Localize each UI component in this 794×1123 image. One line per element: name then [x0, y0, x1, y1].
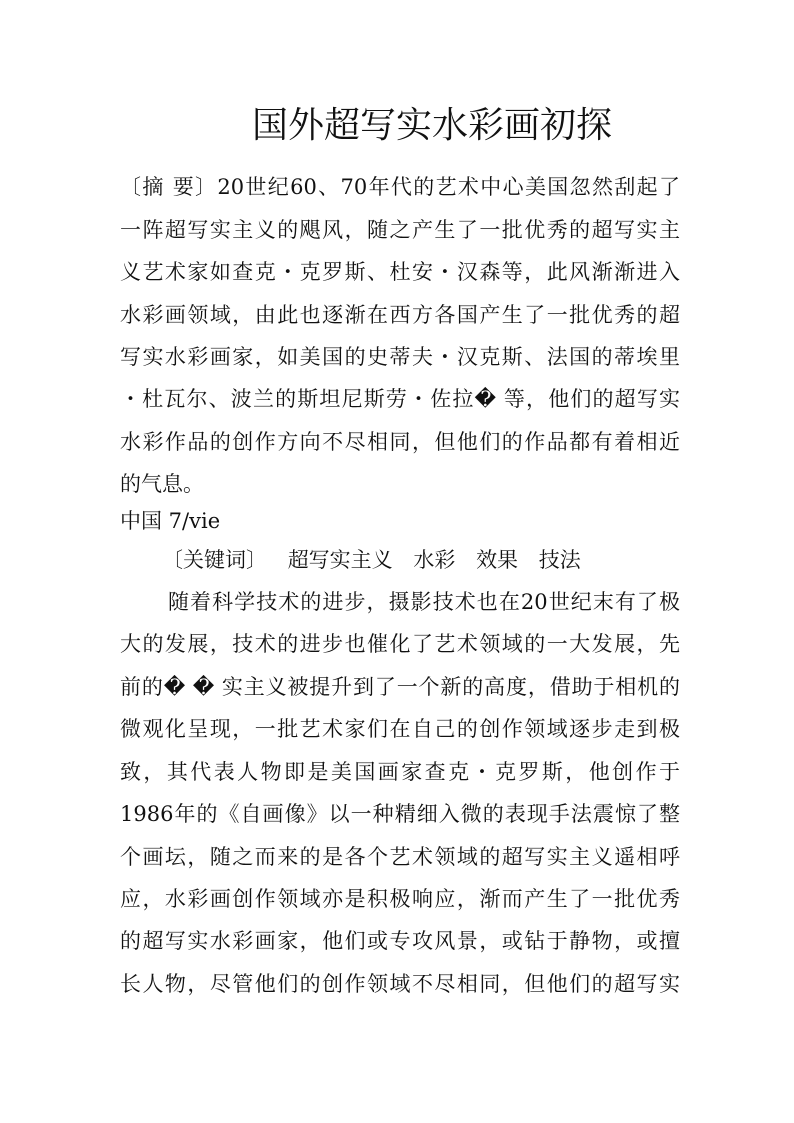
body-line: 致，其代表人物即是美国画家查克・克罗斯，他创作于 [120, 760, 680, 784]
abstract-line: ・杜瓦尔、波兰的斯坦尼斯劳・佐拉� 等，他们的超写实 [120, 387, 680, 411]
abstract-line: 水彩作品的创作方向不尽相同，但他们的作品都有着相近 [120, 430, 680, 454]
keyword: 超写实主义 [287, 548, 393, 572]
body-line: 个画坛，随之而来的是各个艺术领域的超写实主义遥相呼 [120, 845, 680, 869]
body-line: 前的� � 实主义被提升到了一个新的高度，借助于相机的 [120, 675, 680, 699]
body-line: 微观化呈现，一批艺术家们在自己的创作领域逐步走到极 [120, 717, 680, 741]
body-line: 1986年的《自画像》以一种精细入微的表现手法震惊了整 [120, 802, 680, 826]
abstract-line: 〔摘 要〕20世纪60、70年代的艺术中心美国忽然刮起了 [120, 175, 680, 199]
body-line: 大的发展，技术的进步也催化了艺术领域的一大发展，先 [120, 632, 680, 656]
abstract-line: 写实水彩画家，如美国的史蒂夫・汉克斯、法国的蒂埃里 [120, 345, 680, 369]
keyword: 技法 [538, 548, 581, 572]
classification-number: 中国 7/vie [120, 509, 221, 533]
abstract-line: 的气息。 [120, 472, 204, 496]
keyword: 效果 [476, 548, 519, 572]
abstract-line: 水彩画领域，由此也逐渐在西方各国产生了一批优秀的超 [120, 303, 680, 327]
body-line: 随着科学技术的进步，摄影技术也在20世纪末有了极 [168, 590, 680, 614]
abstract-line: 义艺术家如查克・克罗斯、杜安・汉森等，此风渐渐进入 [120, 260, 680, 284]
keywords [162, 545, 680, 575]
keyword: 水彩 [413, 548, 456, 572]
body-line: 长人物，尽管他们的创作领域不尽相同，但他们的超写实 [120, 972, 680, 996]
keywords-label: 〔关键词〕 [162, 548, 267, 572]
abstract-line: 一阵超写实主义的飓风，随之产生了一批优秀的超写实主 [120, 218, 680, 242]
body-line: 的超写实水彩画家，他们或专攻风景，或钻于静物，或擅 [120, 929, 680, 953]
document-title: 国外超写实水彩画初探 [251, 105, 612, 146]
body-line: 应，水彩画创作领域亦是积极响应，渐而产生了一批优秀 [120, 887, 680, 911]
